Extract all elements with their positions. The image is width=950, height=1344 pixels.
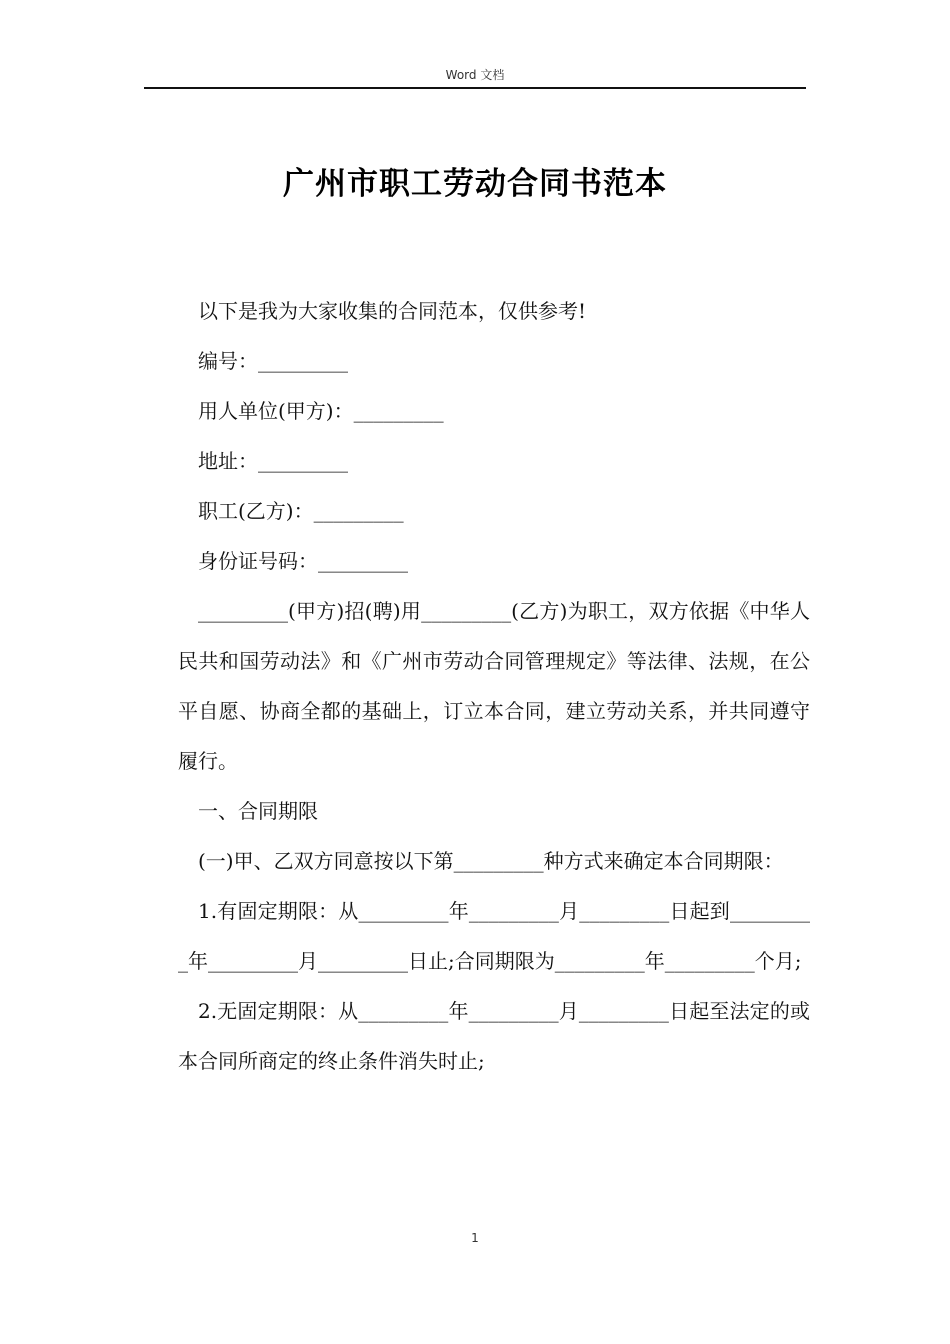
document-title: 广州市职工劳动合同书范本 [283, 166, 667, 202]
preamble-paragraph: _________(甲方)招(聘)用_________(乙方)为职工，双方依据《中华人民共和国劳动法》和《广州市劳动合同管理规定》等法律、法规，在公平自愿、协商全都的基础上，订立本合同，建立劳动关系，并共同遵守履行。 [178, 599, 810, 773]
field-employee: 职工(乙方)：_________ [198, 499, 404, 523]
term-method-paragraph: (一)甲、乙双方同意按以下第_________种方式来确定本合同期限： [198, 849, 784, 873]
intro-paragraph: 以下是我为大家收集的合同范本，仅供参考! [198, 299, 587, 323]
header-divider [144, 87, 806, 89]
section-heading-term: 一、合同期限 [198, 799, 318, 823]
field-id-number: 身份证号码：_________ [198, 549, 408, 573]
page-number: 1 [471, 1231, 479, 1245]
page-header: Word 文档 [445, 68, 505, 82]
field-employer: 用人单位(甲方)：_________ [198, 399, 444, 423]
open-term-paragraph: 2.无固定期限：从_________年_________月_________日起至法定的或本合同所商定的终止条件消失时止; [178, 999, 810, 1073]
field-address: 地址：_________ [198, 449, 348, 473]
document-body [178, 286, 810, 1086]
fixed-term-paragraph: 1.有固定期限：从_________年_________月_________日起到_________年_________月_________日止;合同期限为_________年_________个月; [178, 899, 810, 973]
field-contract-number: 编号：_________ [198, 349, 348, 373]
